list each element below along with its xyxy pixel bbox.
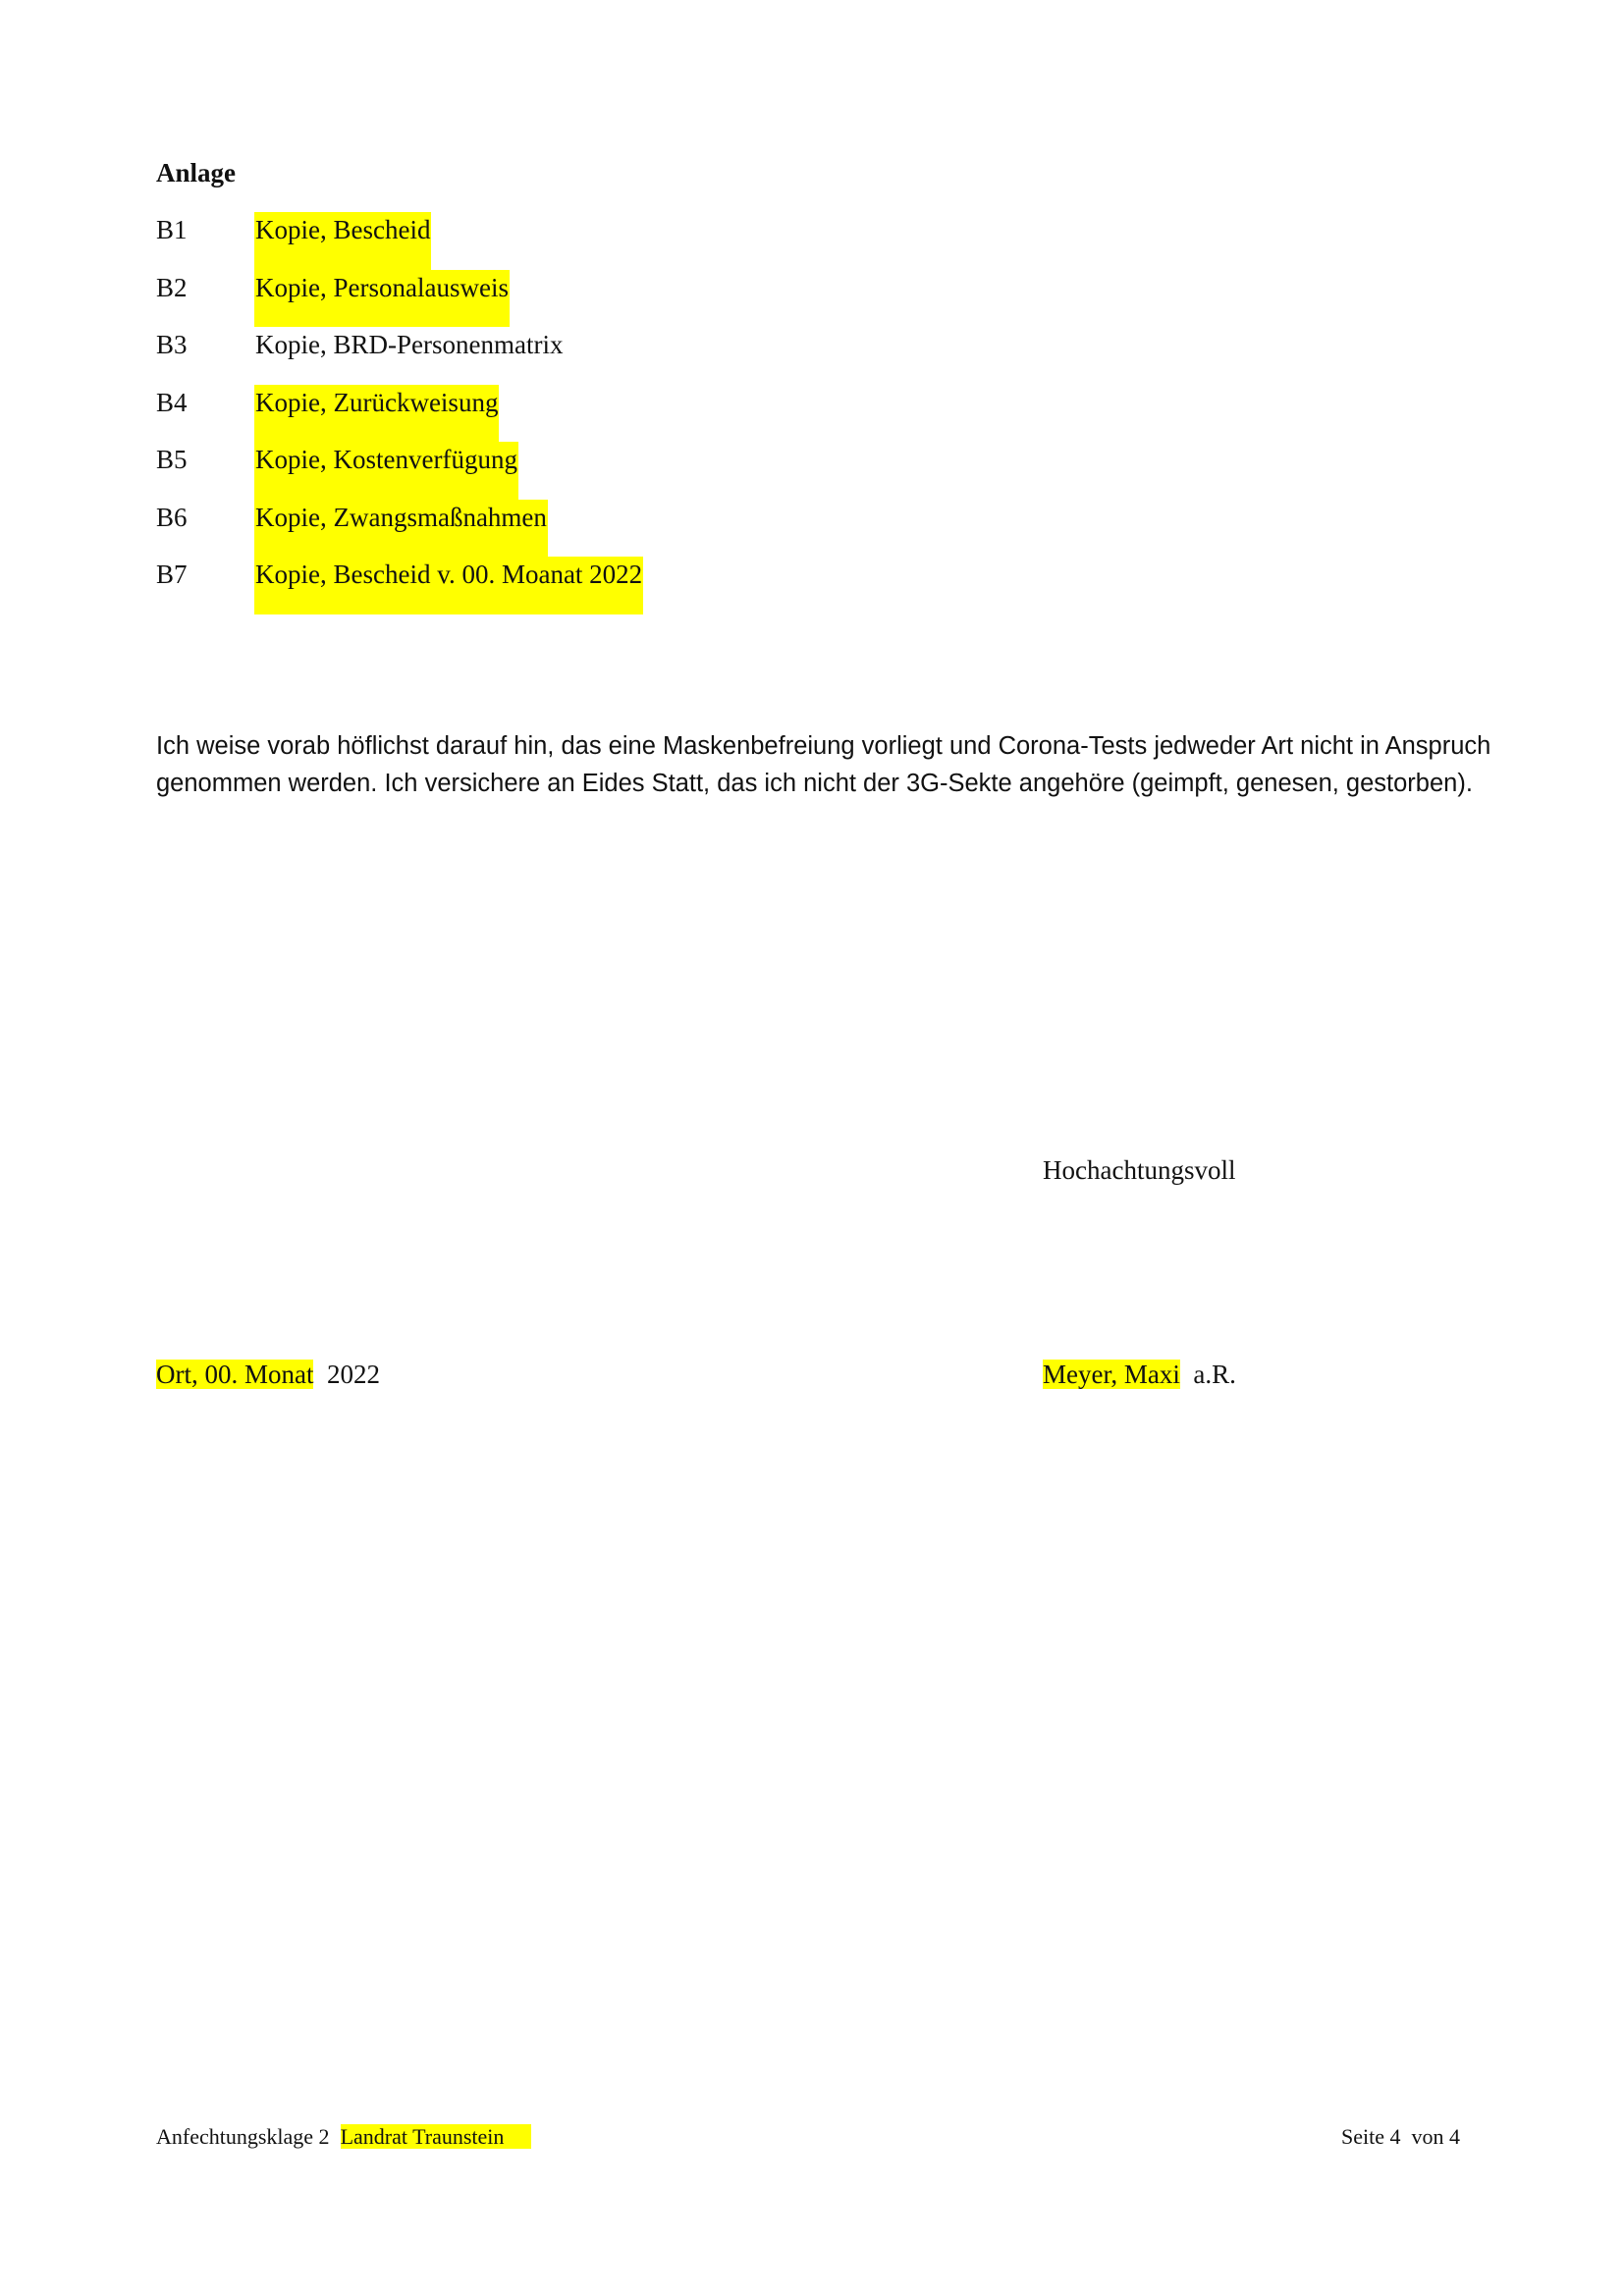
attachment-code: B3: [156, 330, 188, 359]
footer-authority: Landrat Traunstein: [341, 2124, 532, 2149]
place-date-year: 2022: [326, 1360, 380, 1389]
attachment-text: Kopie, Personalausweis: [254, 270, 510, 328]
attachment-code: B2: [156, 272, 188, 302]
attachment-item: [156, 385, 643, 443]
attachment-text: Kopie, Zurückweisung: [254, 385, 499, 443]
closing-salutation: Hochachtungsvoll: [1043, 1155, 1236, 1185]
attachment-text: Kopie, BRD-Personenmatrix: [255, 330, 564, 359]
footer-page-number: Seite 4 von 4: [1341, 2124, 1460, 2149]
attachment-item: [156, 442, 643, 500]
attachments-heading: Anlage: [156, 158, 236, 187]
body-paragraph: Ich weise vorab höflichst darauf hin, das eine Maskenbefreiung vorliegt und Corona-Tests jedweder Art nicht in Anspruch genommen werden. Ich versichere an Eides Statt, das ich nicht der 3G-Sekte angehöre (geimpft, genesen, gestorben).: [156, 732, 1491, 797]
footer-document-title: Anfechtungsklage 2: [156, 2124, 330, 2149]
attachment-item: [156, 500, 643, 558]
attachment-item: [156, 212, 643, 270]
footer-title: [156, 2122, 531, 2152]
attachment-code: B5: [156, 445, 188, 474]
signature-name: Meyer, Maxi: [1043, 1360, 1180, 1389]
attachment-item: [156, 270, 643, 328]
attachment-code: B4: [156, 387, 188, 417]
attachment-text: Kopie, Bescheid: [254, 212, 431, 270]
attachment-item: [156, 557, 643, 614]
signature: [1043, 1357, 1236, 1392]
attachments-list: [156, 212, 643, 614]
attachment-code: B6: [156, 502, 188, 532]
attachment-code: B7: [156, 560, 188, 589]
signature-suffix: a.R.: [1193, 1360, 1236, 1389]
attachment-text: Kopie, Zwangsmaßnahmen: [254, 500, 548, 558]
place-date-place: Ort, 00. Monat: [156, 1360, 314, 1389]
place-date: [156, 1357, 380, 1392]
attachment-code: B1: [156, 215, 188, 244]
attachment-item: [156, 327, 643, 385]
attachment-text: Kopie, Bescheid v. 00. Moanat 2022: [254, 557, 643, 614]
attachment-text: Kopie, Kostenverfügung: [254, 442, 518, 500]
